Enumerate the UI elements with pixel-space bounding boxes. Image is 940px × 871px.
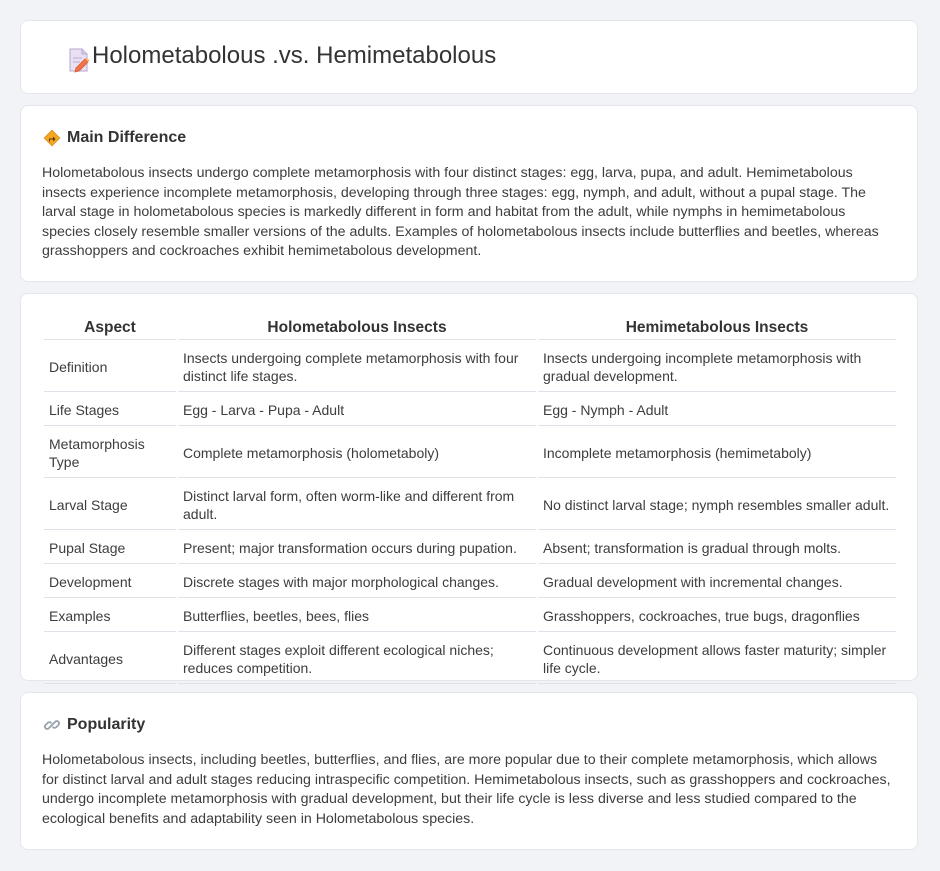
holometabolous-cell: Discrete stages with major morphological changes. <box>178 566 536 598</box>
aspect-cell: Development <box>44 566 176 598</box>
hemimetabolous-cell: Continuous development allows faster maturity; simpler life cycle. <box>538 634 896 684</box>
hemimetabolous-cell: Gradual development with incremental changes. <box>538 566 896 598</box>
hemimetabolous-cell: Insects undergoing incomplete metamorphosis with gradual development. <box>538 342 896 392</box>
diamond-sign-icon <box>43 129 61 147</box>
aspect-cell: Metamorphosis Type <box>44 428 176 478</box>
aspect-cell: Advantages <box>44 634 176 684</box>
title-card <box>20 20 918 94</box>
column-header-hemimetabolous: Hemimetabolous Insects <box>538 315 896 340</box>
aspect-cell: Definition <box>44 342 176 392</box>
table-row <box>44 394 896 426</box>
comparison-card <box>20 293 918 681</box>
comparison-table <box>42 313 898 686</box>
holometabolous-cell: Different stages exploit different ecological niches; reduces competition. <box>178 634 536 684</box>
holometabolous-cell: Complete metamorphosis (holometaboly) <box>178 428 536 478</box>
main-difference-heading: Main Difference <box>67 129 187 146</box>
aspect-cell: Examples <box>44 600 176 632</box>
hemimetabolous-cell: Egg - Nymph - Adult <box>538 394 896 426</box>
table-row <box>44 342 896 392</box>
hemimetabolous-cell: Grasshoppers, cockroaches, true bugs, dragonflies <box>538 600 896 632</box>
page-title: Holometabolous .vs. Hemimetabolous <box>92 42 497 69</box>
holometabolous-cell: Present; major transformation occurs during pupation. <box>178 532 536 564</box>
aspect-cell: Pupal Stage <box>44 532 176 564</box>
aspect-cell: Larval Stage <box>44 480 176 530</box>
main-difference-card <box>20 105 918 282</box>
column-header-holometabolous: Holometabolous Insects <box>178 315 536 340</box>
column-header-aspect: Aspect <box>44 315 176 340</box>
main-difference-header <box>43 128 186 148</box>
table-row <box>44 634 896 684</box>
document-pencil-icon <box>67 47 93 73</box>
hemimetabolous-cell: No distinct larval stage; nymph resembles smaller adult. <box>538 480 896 530</box>
table-row <box>44 428 896 478</box>
table-row <box>44 480 896 530</box>
aspect-cell: Life Stages <box>44 394 176 426</box>
hemimetabolous-cell: Incomplete metamorphosis (hemimetaboly) <box>538 428 896 478</box>
table-row <box>44 600 896 632</box>
table-row <box>44 532 896 564</box>
table-header-row <box>44 315 896 340</box>
holometabolous-cell: Egg - Larva - Pupa - Adult <box>178 394 536 426</box>
popularity-text: Holometabolous insects, including beetles, butterflies, and flies, are more popular due to their complete metamorphosis, which allows for distinct larval and adult stages reducing intraspecific competition. Hemimetabolous insects, such as grasshoppers and cockroaches, undergo incomplete metamorphosis with gradual development, but their life cycle is less diverse and less studied compared to the ecological benefits and adaptability seen in Holometabolous species. <box>42 752 891 827</box>
holometabolous-cell: Insects undergoing complete metamorphosis with four distinct life stages. <box>178 342 536 392</box>
popularity-header <box>43 715 145 735</box>
main-difference-text: Holometabolous insects undergo complete metamorphosis with four distinct stages: egg, larva, pupa, and adult. Hemimetabolous insects experience incomplete metamorphosis, developing through three stages: egg, nymph, and adult, without a pupal stage. The larval stage in holometabolous species is markedly different in form and habitat from the adult, while nymphs in hemimetabolous species closely resemble smaller versions of the adults. Examples of holometabolous insects include butterflies and beetles, whereas grasshoppers and cockroaches exhibit hemimetabolous development. <box>42 165 879 260</box>
popularity-card <box>20 692 918 850</box>
hemimetabolous-cell: Absent; transformation is gradual through molts. <box>538 532 896 564</box>
table-row <box>44 566 896 598</box>
holometabolous-cell: Butterflies, beetles, bees, flies <box>178 600 536 632</box>
holometabolous-cell: Distinct larval form, often worm-like and different from adult. <box>178 480 536 530</box>
link-icon <box>43 716 61 734</box>
popularity-heading: Popularity <box>67 716 146 733</box>
